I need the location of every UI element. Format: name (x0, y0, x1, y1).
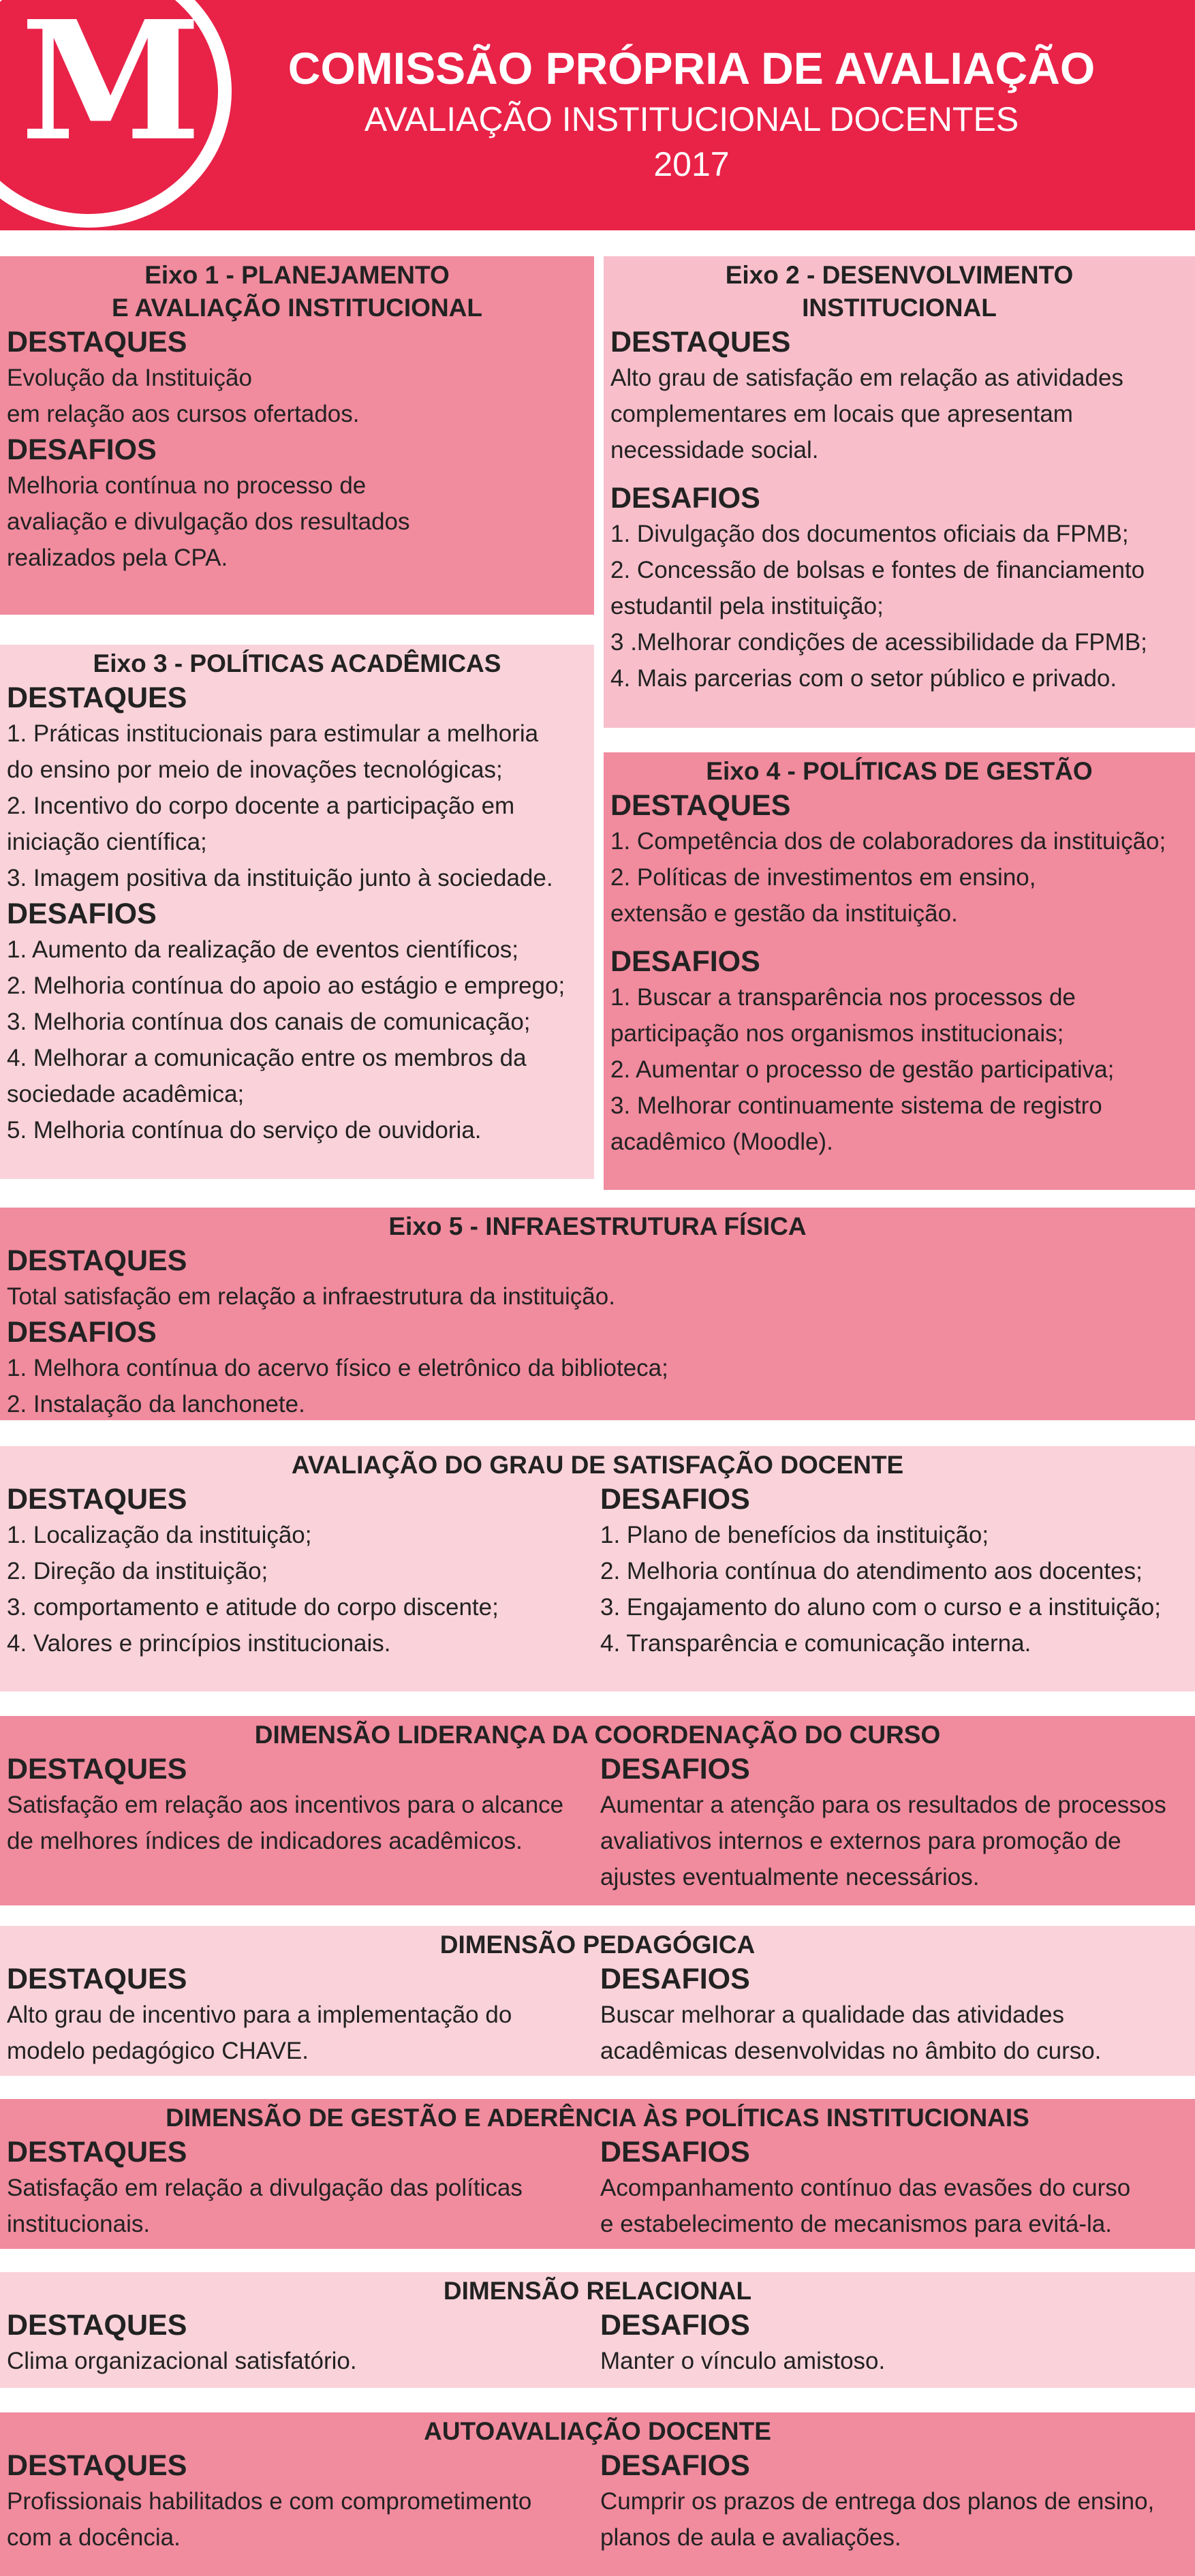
list-item: Satisfação em relação a divulgação das políticas (7, 2175, 523, 2201)
section-title: DIMENSÃO RELACIONAL (443, 2277, 752, 2305)
section-pedagogica (0, 1926, 1195, 2076)
section-title: DIMENSÃO DE GESTÃO E ADERÊNCIA ÀS POLÍTICAS INSTITUCIONAIS (166, 2104, 1029, 2132)
list-item: 2. Políticas de investimentos em ensino, (610, 864, 1036, 891)
list-item: Manter o vínculo amistoso. (600, 2348, 886, 2374)
desafios-list (7, 467, 587, 576)
desafios-list (600, 2483, 1188, 2556)
desafios-label: DESAFIOS (600, 1483, 750, 1516)
title-line: INSTITUCIONAL (802, 294, 997, 322)
desafios-label: DESAFIOS (7, 898, 157, 930)
logo (0, 0, 232, 228)
list-item: Buscar melhorar a qualidade das atividades (600, 2002, 1064, 2028)
header-banner (0, 0, 1195, 230)
destaques-list (7, 1787, 595, 1859)
list-item: Melhoria contínua no processo de (7, 472, 367, 499)
list-item: avaliativos internos e externos para promoção de (600, 1828, 1121, 1854)
destaques-list (7, 2483, 595, 2556)
desafios-list (610, 516, 1188, 696)
list-item: Alto grau de satisfação em relação as atividades (610, 365, 1123, 391)
title-line: Eixo 2 - DESENVOLVIMENTO (725, 261, 1074, 289)
desafios-label: DESAFIOS (600, 2309, 750, 2342)
page-title: COMISSÃO PRÓPRIA DE AVALIAÇÃO (288, 43, 1096, 93)
list-item: estudantil pela instituição; (610, 593, 884, 619)
list-item: 3 .Melhorar condições de acessibilidade da FPMB; (610, 629, 1147, 656)
page-year: 2017 (653, 145, 730, 183)
list-item: 2. Melhoria contínua do atendimento aos docentes; (600, 1558, 1143, 1584)
destaques-list (610, 360, 1188, 468)
section-autoavaliacao (0, 2412, 1195, 2576)
list-item: de melhores índices de indicadores acadêmicos. (7, 1828, 523, 1854)
list-item: 3. Imagem positiva da instituição junto à sociedade. (7, 865, 553, 891)
list-item: Profissionais habilitados e com comprometimento (7, 2488, 532, 2515)
list-item: 2. Concessão de bolsas e fontes de financiamento (610, 557, 1145, 583)
list-item: 4. Transparência e comunicação interna. (600, 1630, 1031, 1657)
destaques-list (7, 2170, 595, 2242)
list-item: Acompanhamento contínuo das evasões do curso (600, 2175, 1131, 2201)
desafios-label: DESAFIOS (600, 2136, 750, 2168)
destaques-label: DESTAQUES (7, 1753, 187, 1785)
desafios-list (600, 1997, 1188, 2069)
section-title: DIMENSÃO PEDAGÓGICA (439, 1931, 756, 1959)
list-item: necessidade social. (610, 437, 819, 463)
desafios-list (600, 2343, 1188, 2379)
destaques-label: DESTAQUES (7, 2309, 187, 2342)
list-item: 4. Mais parcerias com o setor público e privado. (610, 665, 1117, 692)
list-item: 2. Direção da instituição; (7, 1558, 268, 1584)
list-item: participação nos organismos institucionais; (610, 1020, 1064, 1047)
list-item: Cumprir os prazos de entrega dos planos de ensino, (600, 2488, 1155, 2515)
list-item: Total satisfação em relação a infraestrutura da instituição. (7, 1283, 615, 1310)
desafios-list (7, 932, 587, 1148)
desafios-list (7, 1350, 1188, 1422)
list-item: 3. comportamento e atitude do corpo discente; (7, 1594, 499, 1621)
list-item: iniciação científica; (7, 829, 207, 855)
destaques-label: DESTAQUES (7, 1244, 187, 1277)
list-item: 1. Práticas institucionais para estimular a melhoria (7, 720, 539, 747)
desafios-list (600, 1517, 1188, 1661)
desafios-list (610, 979, 1188, 1160)
destaques-list (7, 2343, 595, 2379)
destaques-label: DESTAQUES (610, 326, 791, 358)
destaques-label: DESTAQUES (7, 326, 187, 358)
destaques-label: DESTAQUES (7, 2136, 187, 2168)
destaques-list (7, 1517, 595, 1661)
list-item: e estabelecimento de mecanismos para evitá-la. (600, 2211, 1112, 2237)
title-line: E AVALIAÇÃO INSTITUCIONAL (111, 294, 482, 322)
destaques-list (7, 1278, 1188, 1315)
list-item: Clima organizacional satisfatório. (7, 2348, 357, 2374)
list-item: acadêmico (Moodle). (610, 1129, 833, 1155)
list-item: 3. Melhoria contínua dos canais de comunicação; (7, 1009, 531, 1035)
list-item: em relação aos cursos ofertados. (7, 401, 360, 427)
desafios-label: DESAFIOS (600, 1963, 750, 1995)
section-title: Eixo 4 - POLÍTICAS DE GESTÃO (706, 757, 1093, 785)
list-item: 4. Valores e princípios institucionais. (7, 1630, 391, 1657)
section-title (7, 256, 587, 324)
logo-letter: M (20, 0, 202, 177)
list-item: planos de aula e avaliações. (600, 2524, 901, 2551)
section-title: AUTOAVALIAÇÃO DOCENTE (424, 2417, 771, 2445)
section-eixo-1 (0, 256, 594, 615)
list-item: Alto grau de incentivo para a implementação do (7, 2002, 512, 2028)
section-satisfacao-docente (0, 1446, 1195, 1691)
section-title: AVALIAÇÃO DO GRAU DE SATISFAÇÃO DOCENTE (291, 1451, 904, 1479)
section-eixo-5 (0, 1208, 1195, 1420)
destaques-label: DESTAQUES (7, 1483, 187, 1516)
list-item: 1. Plano de benefícios da instituição; (600, 1522, 989, 1548)
list-item: 1. Localização da instituição; (7, 1522, 312, 1548)
section-title: Eixo 5 - INFRAESTRUTURA FÍSICA (388, 1212, 807, 1240)
destaques-list (7, 716, 587, 896)
list-item: modelo pedagógico CHAVE. (7, 2038, 309, 2064)
desafios-label: DESAFIOS (7, 1316, 157, 1349)
list-item: 5. Melhoria contínua do serviço de ouvidoria. (7, 1117, 482, 1144)
destaques-label: DESTAQUES (7, 681, 187, 714)
destaques-label: DESTAQUES (610, 789, 791, 822)
list-item: 2. Aumentar o processo de gestão participativa; (610, 1056, 1115, 1083)
list-item: Satisfação em relação aos incentivos para o alcance (7, 1792, 564, 1818)
title-line: Eixo 1 - PLANEJAMENTO (144, 261, 450, 289)
list-item: acadêmicas desenvolvidas no âmbito do curso. (600, 2038, 1102, 2064)
desafios-list (600, 1787, 1188, 1895)
list-item: 4. Melhorar a comunicação entre os membros da (7, 1045, 527, 1071)
list-item: extensão e gestão da instituição. (610, 900, 958, 927)
list-item: institucionais. (7, 2211, 151, 2237)
destaques-list (7, 360, 587, 432)
list-item: 2. Melhoria contínua do apoio ao estágio e emprego; (7, 972, 565, 999)
desafios-label: DESAFIOS (7, 433, 157, 466)
list-item: Evolução da Instituição (7, 365, 252, 391)
list-item: 1. Competência dos de colaboradores da instituição; (610, 828, 1166, 855)
page-subtitle: AVALIAÇÃO INSTITUCIONAL DOCENTES (364, 100, 1019, 138)
desafios-label: DESAFIOS (600, 1753, 750, 1785)
desafios-list (600, 2170, 1188, 2242)
list-item: avaliação e divulgação dos resultados (7, 508, 410, 535)
list-item: 3. Melhorar continuamente sistema de registro (610, 1092, 1102, 1119)
section-eixo-4 (604, 752, 1195, 1190)
list-item: 2. Incentivo do corpo docente a participação em (7, 793, 515, 819)
list-item: Aumentar a atenção para os resultados de processos (600, 1792, 1166, 1818)
list-item: com a docência. (7, 2524, 181, 2551)
section-title: Eixo 3 - POLÍTICAS ACADÊMICAS (93, 649, 501, 677)
desafios-label: DESAFIOS (610, 482, 760, 515)
list-item: 1. Aumento da realização de eventos científicos; (7, 936, 519, 963)
list-item: 1. Buscar a transparência nos processos de (610, 984, 1076, 1011)
section-eixo-3 (0, 645, 594, 1179)
destaques-list (7, 1997, 595, 2069)
desafios-label: DESAFIOS (610, 945, 760, 978)
list-item: ajustes eventualmente necessários. (600, 1864, 980, 1890)
desafios-label: DESAFIOS (600, 2449, 750, 2482)
section-relacional (0, 2272, 1195, 2388)
list-item: 1. Divulgação dos documentos oficiais da FPMB; (610, 521, 1129, 547)
section-title (610, 256, 1188, 324)
list-item: realizados pela CPA. (7, 545, 228, 571)
destaques-list (610, 823, 1188, 932)
list-item: 1. Melhora contínua do acervo físico e eletrônico da biblioteca; (7, 1355, 668, 1381)
list-item: do ensino por meio de inovações tecnológicas; (7, 756, 503, 783)
destaques-label: DESTAQUES (7, 1963, 187, 1995)
section-eixo-2 (604, 256, 1195, 728)
list-item: complementares em locais que apresentam (610, 401, 1073, 427)
section-lideranca (0, 1716, 1195, 1905)
section-gestao (0, 2099, 1195, 2249)
list-item: 3. Engajamento do aluno com o curso e a instituição; (600, 1594, 1161, 1621)
section-title: DIMENSÃO LIDERANÇA DA COORDENAÇÃO DO CURSO (254, 1721, 941, 1749)
list-item: sociedade acadêmica; (7, 1081, 245, 1107)
destaques-label: DESTAQUES (7, 2449, 187, 2482)
list-item: 2. Instalação da lanchonete. (7, 1391, 305, 1417)
